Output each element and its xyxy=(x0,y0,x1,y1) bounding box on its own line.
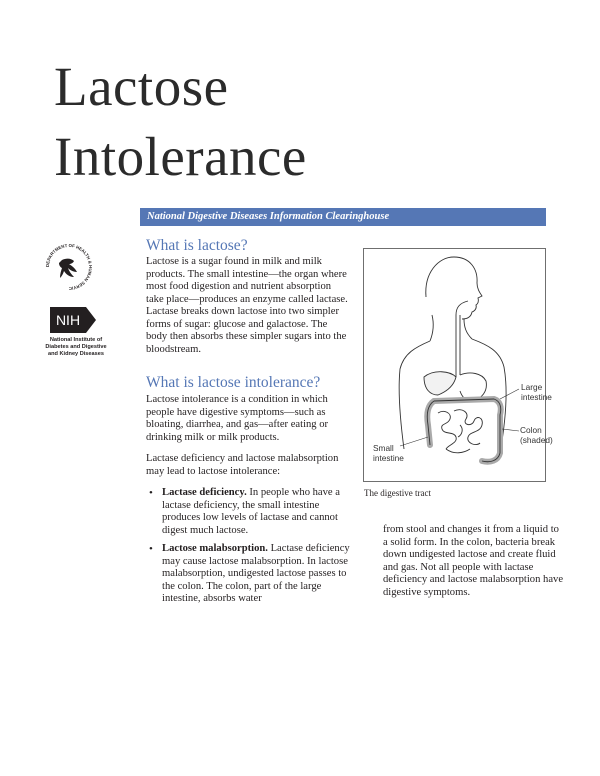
label-line: intestine xyxy=(373,453,404,463)
label-line: (shaded) xyxy=(520,435,553,445)
title-line-2: Intolerance xyxy=(54,126,307,187)
bullet-lactase-deficiency xyxy=(146,487,358,537)
causes-bullet-list xyxy=(146,487,358,606)
nih-logo xyxy=(50,307,96,333)
nih-logo-text: NIH xyxy=(55,312,81,328)
eagle-profile-icon xyxy=(59,259,77,278)
title-line-1: Lactose xyxy=(54,56,229,117)
bullet-term: Lactose malabsorption. xyxy=(162,543,268,554)
continuation-paragraph: from stool and changes it from a liquid to a solid form. In the colon, bacteria break down undigested lactose and create fluid and gas. Not all people with lactase deficiency and lactose malabsorption have digestive symptoms. xyxy=(383,524,564,598)
intolerance-definition-paragraph: Lactose intolerance is a condition in which people have digestive symptoms—such as bloating, diarrhea, and gas—after eating or drinking milk or milk products. xyxy=(146,394,329,443)
bullet-term: Lactase deficiency. xyxy=(162,487,247,498)
clearinghouse-banner: National Digestive Diseases Information Clearinghouse xyxy=(140,208,546,226)
label-line: intestine xyxy=(521,392,552,402)
bullet-text: Lactase deficiency may cause lactose malabsorption. In lactose malabsorption, undigested lactose passes to the colon. The colon, part of the large intestine, absorbs water xyxy=(162,543,350,604)
label-colon xyxy=(520,425,553,445)
page-title xyxy=(54,52,307,192)
label-line: Small xyxy=(373,443,394,453)
hhs-seal-logo xyxy=(40,238,98,296)
digestive-tract-figure xyxy=(363,248,553,482)
nih-name-line-1: National Institute of xyxy=(49,337,103,343)
figure-caption: The digestive tract xyxy=(364,488,431,498)
nih-name-line-2: Diabetes and Digestive xyxy=(45,344,107,350)
label-large-intestine xyxy=(521,382,552,402)
lactose-definition-paragraph: Lactose is a sugar found in milk and milk products. The small intestine—the organ where most food digestion and nutrient absorption take place—produces an enzyme called lactase. Lactase breaks down lactose into two simpler forms of sugar: glucose and galactose. The body then absorbs these simpler sugars into the bloodstream. xyxy=(146,256,348,355)
bullet-lactose-malabsorption xyxy=(146,543,358,606)
label-small-intestine xyxy=(373,443,404,463)
hhs-seal-text: DEPARTMENT OF HEALTH & HUMAN SERVIC xyxy=(44,242,94,292)
heading-what-is-lactose: What is lactose? xyxy=(146,237,248,254)
heading-what-is-lactose-intolerance: What is lactose intolerance? xyxy=(146,374,321,391)
nih-institute-name xyxy=(36,337,116,358)
label-line: Large xyxy=(521,382,543,392)
nih-name-line-3: and Kidney Diseases xyxy=(48,351,104,357)
bullet-text: In people who have a lactase deficiency, the small intestine produces low levels of lactase and cannot digest much lactose. xyxy=(162,487,340,536)
label-line: Colon xyxy=(520,425,542,435)
causes-intro-paragraph: Lactase deficiency and lactose malabsorption may lead to lactose intolerance: xyxy=(146,453,339,477)
